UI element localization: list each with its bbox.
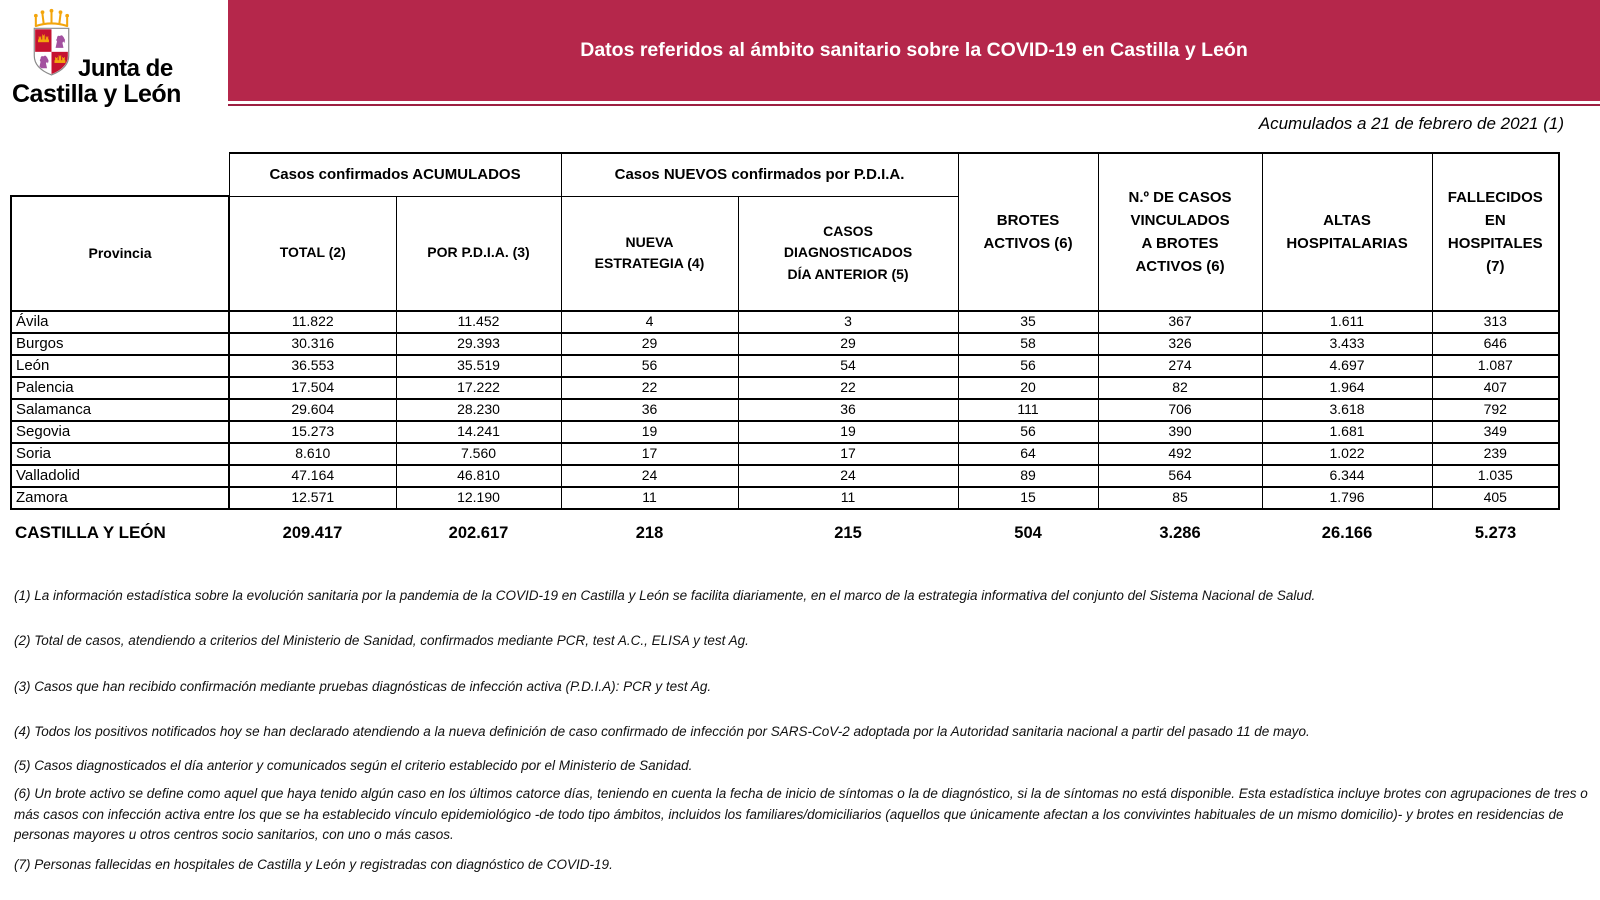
table-row xyxy=(11,399,1559,421)
value-cell: 1.964 xyxy=(1262,377,1432,399)
table-row xyxy=(11,355,1559,377)
table-row xyxy=(11,377,1559,399)
value-cell: 19 xyxy=(561,421,738,443)
value-cell: 35.519 xyxy=(396,355,561,377)
value-cell: 30.316 xyxy=(229,333,396,355)
value-cell: 111 xyxy=(958,399,1098,421)
value-cell: 28.230 xyxy=(396,399,561,421)
value-cell: 58 xyxy=(958,333,1098,355)
value-cell: 390 xyxy=(1098,421,1262,443)
value-cell: 15 xyxy=(958,487,1098,509)
value-cell: 1.796 xyxy=(1262,487,1432,509)
value-cell: 15.273 xyxy=(229,421,396,443)
province-cell: Zamora xyxy=(11,487,229,509)
value-cell: 54 xyxy=(738,355,958,377)
value-cell: 56 xyxy=(561,355,738,377)
value-cell: 56 xyxy=(958,421,1098,443)
value-cell: 6.344 xyxy=(1262,465,1432,487)
value-cell: 7.560 xyxy=(396,443,561,465)
value-cell: 82 xyxy=(1098,377,1262,399)
value-cell: 367 xyxy=(1098,311,1262,333)
value-cell: 11.822 xyxy=(229,311,396,333)
value-cell: 47.164 xyxy=(229,465,396,487)
value-cell: 56 xyxy=(958,355,1098,377)
col-header-total: TOTAL (2) xyxy=(229,196,396,311)
value-cell: 564 xyxy=(1098,465,1262,487)
value-cell: 19 xyxy=(738,421,958,443)
footnote: (1) La información estadística sobre la evolución sanitaria por la pandemia de la COVID-19 en Castilla y León se facilita diariamente, en el marco de la estrategia informativa del conjunto del Sistema Nacional de Salud. xyxy=(14,588,1316,603)
value-cell: 12.571 xyxy=(229,487,396,509)
value-cell: 29 xyxy=(738,333,958,355)
value-cell: 17.504 xyxy=(229,377,396,399)
value-cell: 11 xyxy=(561,487,738,509)
table-row xyxy=(11,421,1559,443)
value-cell: 1.611 xyxy=(1262,311,1432,333)
value-cell: 85 xyxy=(1098,487,1262,509)
value-cell: 22 xyxy=(738,377,958,399)
value-cell: 1.035 xyxy=(1432,465,1559,487)
province-cell: León xyxy=(11,355,229,377)
value-cell: 24 xyxy=(561,465,738,487)
table-row xyxy=(11,465,1559,487)
value-cell: 4 xyxy=(561,311,738,333)
value-cell: 17 xyxy=(738,443,958,465)
value-cell: 3.433 xyxy=(1262,333,1432,355)
value-cell: 89 xyxy=(958,465,1098,487)
table-row xyxy=(11,333,1559,355)
footnote: (5) Casos diagnosticados el día anterior y comunicados según el criterio establecido por el Ministerio de Sanidad. xyxy=(14,758,693,773)
footnote: (7) Personas fallecidas en hospitales de Castilla y León y registradas con diagnóstico de COVID-19. xyxy=(14,857,613,872)
province-cell: Palencia xyxy=(11,377,229,399)
value-cell: 11.452 xyxy=(396,311,561,333)
col-header-nueva-estrategia: NUEVA ESTRATEGIA (4) xyxy=(561,196,738,311)
covid-data-table-wrap xyxy=(10,152,1560,543)
province-cell: Burgos xyxy=(11,333,229,355)
footnote: (6) Un brote activo se define como aquel que haya tenido algún caso en los últimos catorce días, teniendo en cuenta la fecha de inicio de síntomas o la de diagnóstico, si la de síntomas no está disponible. Esta estadística incluye brotes con agrupaciones de tres o más casos con infección activa entre los que se ha establecido vínculo epidemiológico -de todo tipo ámbitos, incluidos los familiares/domiciliarios (aquellos que únicamente afectan a los convivintes habituales de un mismo domicilio)- y brotes en residencias de personas mayores u otros centros socio sanitarios, con uno o más casos. xyxy=(14,786,1588,842)
junta-cyl-logo xyxy=(10,5,235,107)
value-cell: 8.610 xyxy=(229,443,396,465)
value-cell: 17.222 xyxy=(396,377,561,399)
value-cell: 22 xyxy=(561,377,738,399)
accumulated-date-note: Acumulados a 21 de febrero de 2021 (1) xyxy=(1258,114,1564,133)
table-total-row xyxy=(11,509,1559,543)
value-cell: 36 xyxy=(738,399,958,421)
col-header-provincia: Provincia xyxy=(11,196,229,311)
value-cell: 46.810 xyxy=(396,465,561,487)
covid-data-table xyxy=(10,152,1560,543)
value-cell: 706 xyxy=(1098,399,1262,421)
value-cell: 64 xyxy=(958,443,1098,465)
value-cell: 405 xyxy=(1432,487,1559,509)
value-cell: 1.087 xyxy=(1432,355,1559,377)
banner-underline xyxy=(228,104,1600,106)
logo-text-line2: Castilla y León xyxy=(12,80,181,108)
value-cell: 17 xyxy=(561,443,738,465)
total-label-cell: CASTILLA Y LEÓN xyxy=(15,523,166,542)
value-cell: 3 xyxy=(738,311,958,333)
value-cell: 14.241 xyxy=(396,421,561,443)
value-cell: 11 xyxy=(738,487,958,509)
value-cell: 349 xyxy=(1432,421,1559,443)
province-cell: Segovia xyxy=(11,421,229,443)
value-cell: 12.190 xyxy=(396,487,561,509)
value-cell: 3.618 xyxy=(1262,399,1432,421)
value-cell: 29.393 xyxy=(396,333,561,355)
value-cell: 29.604 xyxy=(229,399,396,421)
title-banner xyxy=(228,0,1600,101)
coat-of-arms-icon xyxy=(28,7,75,81)
col-header-por-pdia: POR P.D.I.A. (3) xyxy=(396,196,561,311)
value-cell: 36.553 xyxy=(229,355,396,377)
value-cell: 24 xyxy=(738,465,958,487)
value-cell: 407 xyxy=(1432,377,1559,399)
group-header-row xyxy=(11,153,1559,196)
value-cell: 29 xyxy=(561,333,738,355)
value-cell: 326 xyxy=(1098,333,1262,355)
page-title: Datos referidos al ámbito sanitario sobre la COVID-19 en Castilla y León xyxy=(580,39,1248,61)
value-cell: 36 xyxy=(561,399,738,421)
total-value-cell: 5.273 xyxy=(1474,523,1517,542)
table-row xyxy=(11,443,1559,465)
value-cell: 35 xyxy=(958,311,1098,333)
total-value-cell: 202.617 xyxy=(448,523,509,542)
total-value-cell: 218 xyxy=(635,523,664,542)
total-value-cell: 3.286 xyxy=(1159,523,1201,542)
col-header-fallecidos: FALLECIDOS EN HOSPITALES (7) xyxy=(1432,153,1559,311)
value-cell: 1.681 xyxy=(1262,421,1432,443)
province-cell: Soria xyxy=(11,443,229,465)
province-cell: Ávila xyxy=(11,311,229,333)
footnote: (4) Todos los positivos notificados hoy se han declarado atendiendo a la nueva definición de caso confirmado de infección por SARS-CoV-2 adoptada por la Autoridad sanitaria nacional a partir del pasado 11 de mayo. xyxy=(14,723,1310,739)
value-cell: 1.022 xyxy=(1262,443,1432,465)
value-cell: 20 xyxy=(958,377,1098,399)
province-cell: Valladolid xyxy=(11,465,229,487)
total-value-cell: 26.166 xyxy=(1321,523,1373,542)
col-header-casos-diagnosticados: CASOS DIAGNOSTICADOS DÍA ANTERIOR (5) xyxy=(738,196,958,311)
table-body xyxy=(11,311,1559,509)
group-header-acumulados: Casos confirmados ACUMULADOS xyxy=(229,153,561,196)
total-value-cell: 209.417 xyxy=(282,523,343,542)
col-header-casos-vinculados: N.º DE CASOS VINCULADOS A BROTES ACTIVOS (6) xyxy=(1098,153,1262,311)
value-cell: 646 xyxy=(1432,333,1559,355)
value-cell: 492 xyxy=(1098,443,1262,465)
total-value-cell: 215 xyxy=(834,523,862,542)
logo-text-line1: Junta de xyxy=(78,55,173,82)
province-cell: Salamanca xyxy=(11,399,229,421)
corner-cell xyxy=(11,153,229,196)
value-cell: 313 xyxy=(1432,311,1559,333)
table-row xyxy=(11,311,1559,333)
col-header-brotes-activos: BROTES ACTIVOS (6) xyxy=(958,153,1098,311)
value-cell: 792 xyxy=(1432,399,1559,421)
total-value-cell: 504 xyxy=(1014,523,1042,542)
footnote: (3) Casos que han recibido confirmación mediante pruebas diagnósticas de infección activa (P.D.I.A): PCR y test Ag. xyxy=(14,678,712,694)
value-cell: 274 xyxy=(1098,355,1262,377)
table-row xyxy=(11,487,1559,509)
value-cell: 239 xyxy=(1432,443,1559,465)
group-header-nuevos: Casos NUEVOS confirmados por P.D.I.A. xyxy=(561,153,958,196)
col-header-altas: ALTAS HOSPITALARIAS xyxy=(1262,153,1432,311)
footnote: (2) Total de casos, atendiendo a criterios del Ministerio de Sanidad, confirmados mediante PCR, test A.C., ELISA y test Ag. xyxy=(14,633,749,649)
footnotes xyxy=(14,586,1589,900)
value-cell: 4.697 xyxy=(1262,355,1432,377)
